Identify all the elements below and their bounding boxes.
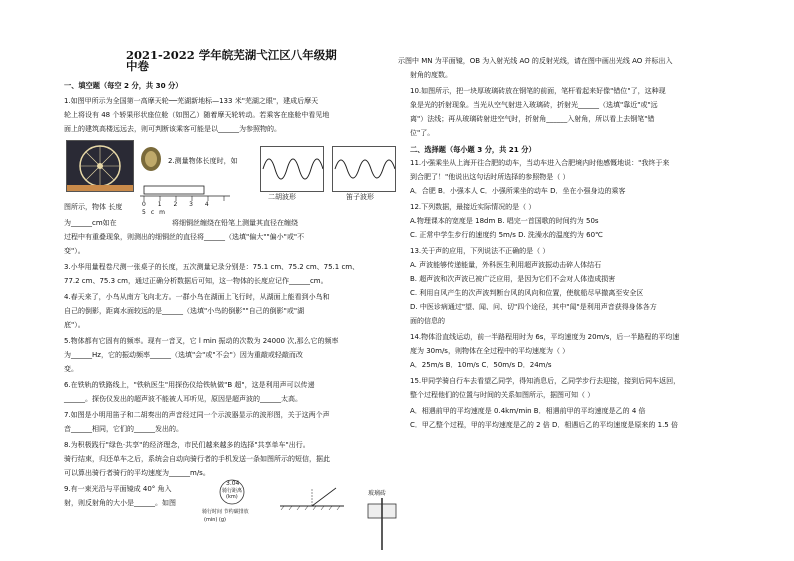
q8-line1: 8.为积极践行"绿色·共享"的经济理念，市民们越来越多的选择"共享单车"出行。	[64, 441, 310, 449]
meter-distance-label: 骑行距离	[222, 488, 243, 494]
q10-line1: 10.如图所示，把一块厚玻璃砖放在钢笔的前面，笔杆看起来好像"错位"了，这种现	[410, 87, 666, 95]
q5-line1: 5.物体都有它固有的频率。现有一音叉，它 l min 振动的次数为 24000 次,那么它的频率	[64, 337, 339, 345]
q11-line2: 到合肥了！"他说出这句话时所选择的参照物是（ ）	[410, 173, 570, 181]
q2-line2: 图所示，物体 长度	[64, 203, 123, 211]
q2-line4: 将细铜丝缠绕在铅笔上测量其直径在缠绕	[172, 219, 298, 227]
glass-brick-icon	[362, 498, 402, 558]
q5-line3: 变。	[64, 365, 78, 373]
ruler-figure	[140, 184, 232, 216]
dizi-wave-icon	[333, 147, 395, 191]
q8-line2: 骑行结束，归还单车之后，系统会自动向骑行者的手机发送一条如图所示的短信，据此	[64, 455, 330, 463]
glass-brick-figure	[362, 490, 402, 550]
q2-line3: 为______cm如在	[64, 219, 117, 227]
q5-line2: 为______Hz，它的振动频率______（选填"会"或"不会"）因为重敲或轻敲而改	[64, 351, 303, 359]
ruler-numbers: 0 1 2 3 4 5cm	[142, 201, 214, 216]
q9-line2: 射，则反射角的大小是______。如图	[64, 499, 176, 507]
q9-line4: 射角的度数。	[410, 71, 452, 79]
bike-meter-figure	[202, 478, 262, 526]
meter-distance-value: 3.04	[226, 480, 240, 487]
meter-bottom-units: (min) (g)	[204, 517, 226, 523]
q1-line2: 轮上将设有 48 个轿果形状座位舱（如图乙）随着摩天轮转动。若乘客在座舱中看见地	[64, 111, 330, 119]
q15-line1: 15.甲同学骑自行车去看望乙同学，得知消息后，乙同学步行去迎接，接到后同车返回，	[410, 377, 681, 385]
q11-options: A．合肥 B．小强本人 C．小强所乘坐的动车 D．坐在小强身边的乘客	[410, 187, 626, 195]
meter-distance-unit: (km)	[226, 494, 238, 500]
q10-line2: 象是光的折射现象。当光从空气射进入玻璃砖，折射光______（选填"靠近"或"远	[410, 101, 658, 109]
q14-options: A．25m/s B．10m/s C．50m/s D．24m/s	[410, 361, 552, 369]
q2-line6: 变"）。	[64, 247, 85, 255]
q14-line2: 度为 30m/s，则物体在全过程中的平均速度为（ ）	[410, 347, 570, 355]
q4-line3: 底"）。	[64, 321, 85, 329]
erhu-wave-label: 二胡波形	[268, 193, 296, 201]
q12-options-cd: C. 正常中学生步行的速度约 5m/s D. 洗澡水的温度约为 60℃	[410, 231, 603, 239]
erhu-wave-box	[260, 146, 324, 192]
q13-option-d-cont: 面的信息的	[410, 317, 445, 325]
erhu-wave-icon	[261, 147, 323, 191]
q8-line3: 可以算出骑行者骑行的平均速度为______m/s。	[64, 469, 210, 477]
q1-line1: 1.如图甲所示为全国第一高摩天轮──芜湖新地标—133 米"芜湖之眼"，建成后摩天	[64, 97, 319, 105]
q3-line1: 3.小华用量程卷尺测一张桌子的长度，五次测量记录分别是：75.1 cm、75.2 cm、75.1 cm、	[64, 263, 360, 271]
q13-line1: 13.关于声的应用，下列说法不正确的是（ ）	[410, 247, 550, 255]
q6-line2: ______。探伤仪发出的超声波不能被人耳听见，原因是超声波的______太高。	[64, 395, 302, 403]
q10-line4: 位"了。	[410, 129, 435, 137]
q3-line2: 77.2 cm、75.3 cm，通过正确分析数据后可知，这一物体的长度应记作______cm。	[64, 277, 328, 285]
ferris-wheel-photo	[66, 140, 134, 192]
q2-line5: 过程中有重叠现象，则测出的细铜丝的直径将______（选填"偏大""偏小"或"不	[64, 233, 305, 241]
q13-option-c: C. 利用自风产生的次声波判断台风的风向和位置，使航船尽早撤离至安全区	[410, 289, 644, 297]
q15-options-ab: A．相遇前甲的平均速度是 0.4km/min B．相遇前甲的平均速度是乙的 4 倍	[410, 407, 646, 415]
q1-line3: 面上的建筑高楼远远去，则可判断该乘客可能是以______为参照物的。	[64, 125, 281, 133]
q2-line1: 2.测量物体长度时，如	[168, 157, 238, 165]
cabin-icon	[140, 142, 162, 172]
q15-options-cd: C．甲乙整个过程，甲的平均速度是乙的 2 倍 D．相遇后乙的平均速度是原来的 1.5 倍	[410, 421, 678, 429]
exam-title: 2021-2022 学年皖芜湖弋江区八年级期中卷	[126, 48, 337, 74]
mirror-icon	[276, 482, 348, 522]
q14-line1: 14.物体沿直线运动，前一半路程用时为 6s，平均速度为 20m/s，后一半路程的平均速	[410, 333, 680, 341]
q7-line1: 7.如图是小明用笛子和二胡奏出的声音经过同一个示波器显示的波形图，关于这两个声	[64, 411, 330, 419]
q9-line3: 示图中 MN 为平面镜，OB 为入射光线 AO 的反射光线，请在图中画出光线 AO 并标出入	[398, 57, 673, 65]
dizi-wave-label: 笛子波形	[346, 193, 374, 201]
meter-bottom-labels: 骑行时间 节约碳排放	[202, 509, 249, 515]
ferris-wheel-icon	[67, 141, 133, 191]
q13-option-b: B. 超声波和次声波已被广泛应用，是因为它们不会对人体造成损害	[410, 275, 616, 283]
section-choice-heading: 二、选择题（每小题 3 分，共 21 分）	[410, 145, 536, 154]
mirror-figure	[276, 482, 348, 522]
q7-line2: 音______相同，它们的______发出的。	[64, 425, 183, 433]
q4-line2: 自己的倒影，距离水面较远的是______（选填"小鸟的倒影""自己的倒影"或"湖	[64, 307, 305, 315]
q11-line1: 11.小强乘坐从上海开往合肥的动车，当动车进入合肥境内时他感慨地说："我终于来	[410, 159, 670, 167]
glass-brick-label: 玻璃砖	[368, 490, 387, 497]
dizi-wave-box	[332, 146, 396, 192]
q10-line3: 离"）法线；再从玻璃砖射进空气时，折射角______入射角，所以看上去钢笔"错	[410, 115, 655, 123]
q12-options-ab: A.物理课本的宽度是 18dm B. 唱完一首国歌的时间约为 50s	[410, 217, 599, 225]
section-fill-heading: 一、填空题（每空 2 分，共 30 分）	[64, 81, 183, 90]
q12-line1: 12.下列数据，最接近实际情况的是（ ）	[410, 203, 536, 211]
q4-line1: 4.春天来了，小鸟从南方飞向北方。一群小鸟在湖面上飞行时，从湖面上能看到小鸟和	[64, 293, 330, 301]
cabin-photo	[140, 142, 162, 172]
q13-option-a: A. 声波能够传递能量，外科医生利用超声波振动击碎人体结石	[410, 261, 602, 269]
q6-line1: 6.在铁轨的铁路线上，"铁轨医生"用探伤仪给铁轨做"B 超"，这是利用声可以传递	[64, 381, 315, 389]
q15-line2: 整个过程他们的位置与时间的关系如图所示，据图可知（ ）	[410, 391, 595, 399]
q13-option-d: D. 中医诊病通过"望、闻、问、切"四个途径，其中"闻"是利用声音获得身体各方	[410, 303, 657, 311]
q9-line1: 9.有一束光沿与平面镜成 40° 角入	[64, 485, 172, 493]
